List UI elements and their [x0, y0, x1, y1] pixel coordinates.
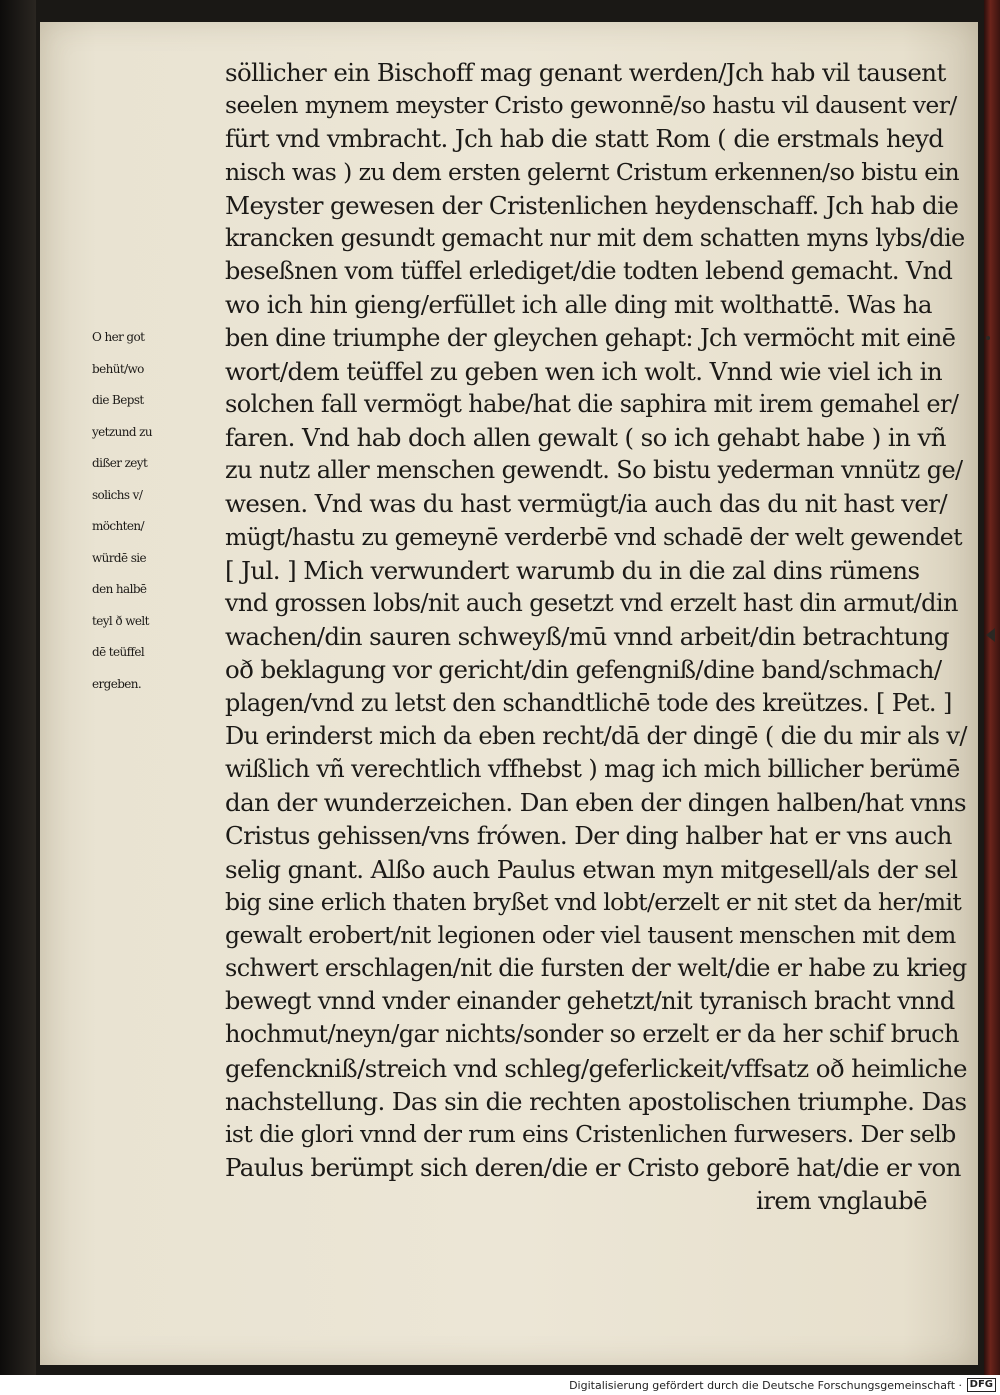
text-line: big sine erlich thaten bryßet vnd lobt/erzelt er nit stet da her/mit	[225, 887, 962, 916]
text-line: faren. Vnd hab doch allen gewalt ( so ich gehabt habe ) in vñ	[225, 423, 946, 453]
text-line: ist die glori vnnd der rum eins Cristenlichen furwesers. Der selb	[225, 1120, 956, 1148]
text-line: Du erinderst mich da eben recht/dā der dingē ( die du mir als v/	[225, 721, 967, 750]
dfg-logo: DFG	[967, 1378, 996, 1392]
text-line: dan der wunderzeichen. Dan eben der dingen halben/hat vnns	[225, 788, 966, 818]
text-line: gewalt erobert/nit legionen oder viel tausent menschen mit dem	[225, 920, 956, 949]
text-line: bewegt vnnd vnder einander gehetzt/nit tyranisch bracht vnnd	[225, 987, 955, 1016]
text-line: nachstellung. Das sin die rechten apostolischen triumphe. Das	[225, 1086, 967, 1116]
funding-credit: Digitalisierung gefördert durch die Deutsche Forschungsgemeinschaft ·	[569, 1379, 962, 1392]
text-line: solchen fall vermögt habe/hat die saphira mit irem gemahel er/	[225, 389, 959, 418]
margin-note-line: teyl ð welt	[92, 613, 149, 628]
text-line: fürt vnd vmbracht. Jch hab die statt Rom ( die erstmals heyd	[225, 124, 944, 154]
text-line: Meyster gewesen der Cristenlichen heydenschaff. Jch hab die	[225, 190, 959, 220]
text-line: [ Jul. ] Mich verwundert warumb du in die zal dins rümens	[225, 555, 920, 585]
footer-bar	[0, 1375, 1000, 1395]
text-line: hochmut/neyn/gar nichts/sonder so erzelt er da her schif bruch	[225, 1020, 959, 1049]
margin-note-line: solichs v/	[92, 487, 143, 502]
margin-note-line: dißer zeyt	[92, 456, 148, 470]
text-line: wesen. Vnd was du hast vermügt/ia auch das du nit hast ver/	[225, 489, 948, 519]
text-line: selig gnant. Alßo auch Paulus etwan myn mitgesell/als der sel	[225, 854, 958, 884]
text-line: Cristus gehissen/vns frówen. Der ding halber hat er vns auch	[225, 821, 952, 851]
catchword: irem vnglaubē	[756, 1186, 927, 1216]
margin-note-line: würdē sie	[92, 550, 147, 565]
text-line: zu nutz aller menschen gewendt. So bistu yederman vnnütz ge/	[225, 456, 963, 485]
margin-note-line: behüt/wo	[92, 361, 144, 376]
text-line: oð beklagung vor gericht/din gefengniß/dine band/schmach/	[225, 655, 942, 685]
cover-edge	[984, 0, 1000, 1375]
text-line: vnd grossen lobs/nit auch gesetzt vnd erzelt hast din armut/din	[225, 589, 958, 617]
text-line: beseßnen vom tüffel erlediget/die todten lebend gemacht. Vnd	[225, 257, 953, 286]
text-line: gefenckniß/streich vnd schleg/geferlickeit/vffsatz oð heimliche	[225, 1053, 967, 1083]
text-line: Paulus berümpt sich deren/die er Cristo geborē hat/die er von	[225, 1153, 961, 1183]
text-line: wachen/din sauren schweyß/mū vnnd arbeit/din betrachtung	[225, 622, 949, 652]
text-line: schwert erschlagen/nit die fursten der welt/die er habe zu krieg	[225, 954, 967, 983]
margin-note-line: yetzund zu	[92, 424, 153, 439]
margin-note-line: O her got	[92, 330, 145, 344]
text-line: mügt/hastu zu gemeynē verderbē vnd schadē der welt gewendet	[225, 522, 962, 551]
margin-dot-mark	[986, 336, 990, 340]
margin-note-line: möchten/	[92, 519, 144, 533]
margin-note-line: dē teüffel	[92, 645, 145, 659]
text-line: krancken gesundt gemacht nur mit dem schatten myns lybs/die	[225, 223, 965, 252]
binding-edge	[0, 0, 36, 1375]
text-line: wort/dem teüffel zu geben wen ich wolt. Vnnd wie viel ich in	[225, 356, 943, 386]
text-line: söllicher ein Bischoff mag genant werden/Jch hab vil tausent	[225, 58, 946, 87]
text-line: nisch was ) zu dem ersten gelernt Cristum erkennen/so bistu ein	[225, 157, 960, 186]
text-line: wißlich vñ verechtlich vffhebst ) mag ich mich billicher berümē	[225, 754, 960, 783]
margin-note-line: ergeben.	[92, 676, 142, 691]
main-text-block	[225, 56, 967, 1218]
text-line: wo ich hin gieng/erfüllet ich alle ding mit wolthattē. Was ha	[225, 290, 932, 320]
margin-note-line: die Bepst	[92, 393, 144, 407]
text-line: seelen mynem meyster Cristo gewonnē/so hastu vil dausent ver/	[225, 91, 957, 120]
text-line: ben dine triumphe der gleychen gehapt: Jch vermöcht mit einē	[225, 323, 956, 352]
margin-pointer-mark	[986, 628, 995, 642]
margin-note	[92, 322, 222, 700]
text-line: plagen/vnd zu letst den schandtlichē tode des kreützes. [ Pet. ]	[225, 688, 952, 717]
margin-note-line: den halbē	[92, 582, 147, 596]
